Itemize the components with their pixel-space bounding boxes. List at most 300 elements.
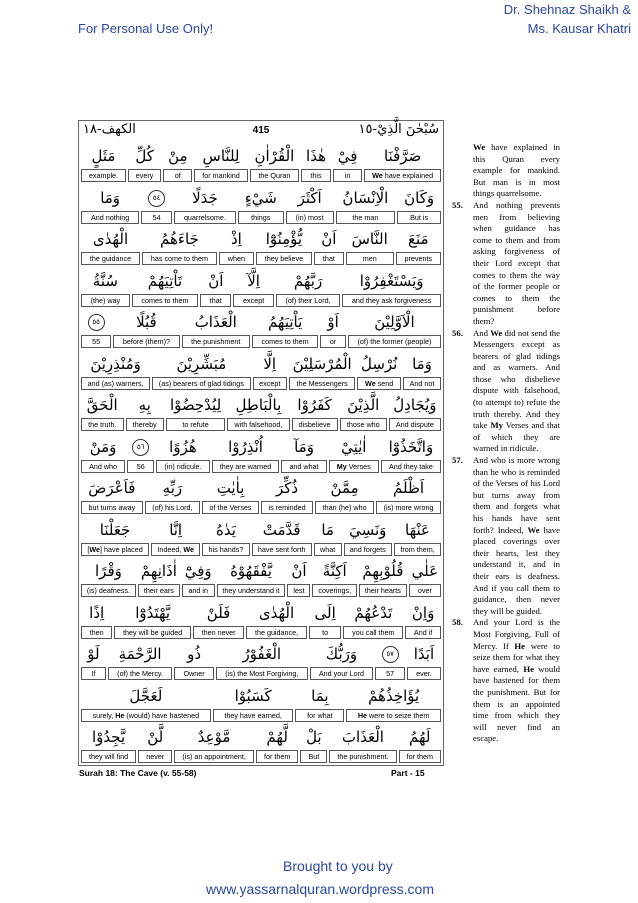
- word-cell: [194, 143, 247, 185]
- word-cell: [346, 683, 441, 725]
- word-cell: [359, 558, 407, 600]
- meaning-text: is reminded: [268, 503, 306, 512]
- word-cell: [314, 226, 344, 268]
- arabic-word: مُبَشِّرِيْنَ: [176, 354, 227, 373]
- word-cell: [113, 309, 179, 351]
- arabic-word: فَلَنْ: [206, 603, 231, 622]
- verse-number-marker: [81, 309, 111, 335]
- meaning-text: lest: [293, 586, 305, 595]
- word-cell: [142, 226, 217, 268]
- meaning-text: from them,: [400, 544, 435, 554]
- arabic-word: اَنْ: [321, 230, 337, 248]
- word-cell: [81, 185, 139, 227]
- credit-line: Brought to you by: [283, 858, 393, 874]
- emphasized-word: We: [372, 171, 383, 180]
- word-cell: [138, 724, 172, 766]
- verse-number-circle: ٥٤: [148, 190, 165, 207]
- english-meaning: [81, 169, 126, 182]
- english-meaning: [81, 626, 112, 639]
- english-meaning: [81, 709, 211, 722]
- arabic-word: اِلَّا: [263, 354, 277, 373]
- word-cell: [253, 351, 287, 393]
- english-meaning: [174, 667, 214, 680]
- english-meaning: [252, 543, 312, 556]
- meaning-text: the man: [352, 212, 379, 222]
- meaning-text: But is: [410, 212, 429, 222]
- meaning-text: (is) an appointment,: [182, 752, 246, 761]
- english-meaning: [396, 252, 441, 265]
- english-meaning: [344, 543, 393, 556]
- meaning-text: And your Lord: [318, 669, 365, 678]
- arabic-word: قُلُوْبِهِمْ: [362, 562, 404, 580]
- meaning-text: every: [135, 171, 154, 180]
- word-by-word-panel: [78, 120, 444, 766]
- page-header: [79, 121, 443, 143]
- word-cell: [127, 434, 154, 476]
- meaning-text: thereby: [132, 420, 157, 429]
- meaning-text: his hands?: [208, 544, 244, 554]
- word-cell: [217, 558, 286, 600]
- verse-word-row: [80, 143, 442, 185]
- arabic-word: بِهِ: [138, 396, 151, 414]
- english-meaning: [81, 667, 106, 680]
- meaning-text: except: [243, 295, 265, 305]
- meaning-text: those who: [346, 420, 380, 429]
- arabic-word: اِلَى: [314, 603, 336, 622]
- arabic-word: ذُكِّرَ: [276, 479, 299, 497]
- verse-number-label: [452, 142, 473, 200]
- meaning-text: and they ask forgiveness: [351, 295, 432, 305]
- word-cell: [145, 475, 200, 517]
- english-meaning: [289, 377, 355, 390]
- arabic-word: يَّفْقَهُوْهُ: [230, 562, 272, 580]
- meaning-text: send: [375, 378, 394, 388]
- meaning-text: they are warned: [219, 461, 272, 471]
- meaning-text: (in) ridicule.: [164, 461, 202, 471]
- word-cell: [166, 392, 225, 434]
- word-cell: [216, 641, 308, 683]
- emphasized-word: We: [365, 378, 376, 388]
- meaning-text: have explained: [382, 171, 434, 180]
- translation-text: [473, 617, 560, 745]
- english-meaning: [138, 750, 172, 763]
- meaning-text: And who: [89, 461, 118, 471]
- english-meaning: [156, 460, 209, 473]
- word-cell: [163, 143, 192, 185]
- arabic-word: يَّهْتَدُوْٓا: [135, 603, 171, 622]
- meaning-text: to: [322, 627, 329, 637]
- english-meaning: [246, 626, 307, 639]
- english-meaning: [309, 626, 342, 639]
- word-cell: [81, 641, 106, 683]
- verse-number-circle: ٥٦: [132, 439, 149, 456]
- verse-word-row: [80, 724, 442, 766]
- english-meaning: [216, 667, 308, 680]
- arabic-word: وَيَسْتَغْفِرُوْا: [359, 271, 424, 290]
- arabic-word: اِلَّآ: [247, 271, 260, 290]
- word-cell: [286, 185, 334, 227]
- arabic-word: جَدَلًا: [192, 188, 218, 207]
- translation-paragraph: [452, 455, 560, 617]
- english-meaning: [252, 335, 318, 348]
- arabic-word: مِنْ: [168, 147, 188, 165]
- word-cell: [344, 517, 393, 559]
- meaning-text: ] have placed: [99, 544, 143, 554]
- meaning-text: were to seize them: [367, 710, 430, 720]
- translation-paragraph: [452, 328, 560, 456]
- word-cell: [261, 475, 313, 517]
- english-meaning: [182, 584, 215, 597]
- english-meaning: [348, 335, 441, 348]
- word-cell: [81, 434, 125, 476]
- meaning-text: But: [308, 752, 320, 761]
- verse-word-row: [80, 351, 442, 393]
- arabic-word: قَدَّمَتْ: [262, 520, 301, 539]
- arabic-word: تَاْتِيَهُمْ: [147, 271, 183, 290]
- meaning-text: example.: [88, 171, 119, 180]
- meaning-text: the truth.: [88, 420, 117, 429]
- arabic-word: نُرْسِلُ: [360, 354, 398, 373]
- english-meaning: [194, 169, 247, 182]
- emphasized-word: He: [523, 663, 534, 674]
- emphasized-word: My: [490, 420, 503, 431]
- emphasized-word: He: [357, 710, 368, 720]
- meaning-text: [: [87, 544, 90, 554]
- word-cell: [182, 558, 215, 600]
- meaning-text: except: [259, 378, 281, 388]
- meaning-text: has come to them: [150, 254, 208, 263]
- english-meaning: [403, 377, 441, 390]
- arabic-word: الْمُرْسَلِيْنَ: [292, 354, 352, 373]
- english-meaning: [142, 252, 217, 265]
- word-cell: [389, 392, 441, 434]
- meaning-text: coverings,: [318, 586, 352, 595]
- english-meaning: [127, 460, 154, 473]
- english-meaning: [126, 418, 164, 431]
- arabic-word: مَا: [321, 520, 334, 539]
- meaning-text: quarrelsome.: [183, 212, 226, 222]
- meaning-text: 55: [92, 337, 101, 346]
- arabic-word: لَعَجَّلَ: [129, 686, 163, 705]
- english-meaning: [405, 626, 441, 639]
- word-cell: [81, 558, 136, 600]
- word-cell: [202, 517, 249, 559]
- arabic-word: اَوْ: [327, 313, 339, 331]
- english-meaning: [329, 460, 379, 473]
- english-meaning: [389, 418, 441, 431]
- arabic-word: عَلٰي: [411, 562, 439, 580]
- word-cell: [364, 143, 441, 185]
- english-meaning: [81, 750, 136, 763]
- meaning-text: (is) the Most Forgiving,: [225, 669, 299, 678]
- meaning-text: for them: [263, 752, 291, 761]
- english-meaning: [381, 460, 441, 473]
- word-cell: [394, 517, 441, 559]
- emphasized-word: We: [527, 524, 540, 535]
- meaning-text: that: [209, 295, 222, 305]
- verse-word-row: [80, 392, 442, 434]
- english-meaning: [281, 460, 326, 473]
- english-meaning: [343, 626, 403, 639]
- arabic-word: لَّهُمْ: [266, 728, 288, 746]
- word-cell: [320, 309, 346, 351]
- verse-number-circle: ٥٧: [382, 646, 399, 663]
- english-meaning: [261, 501, 313, 514]
- english-meaning: [182, 335, 250, 348]
- website-link[interactable]: www.yassarnalquran.wordpress.com: [206, 881, 434, 897]
- arabic-word: لِيُدْحِضُوْا: [169, 396, 222, 414]
- word-cell: [151, 517, 200, 559]
- word-cell: [295, 683, 344, 725]
- word-cell: [219, 226, 254, 268]
- english-meaning: [174, 750, 254, 763]
- arabic-word: اِذًا: [89, 603, 105, 622]
- arabic-word: اِذْ: [230, 230, 242, 248]
- meaning-text: they have earned,: [224, 710, 282, 720]
- english-meaning: [336, 211, 396, 224]
- meaning-text: they believe: [264, 254, 304, 263]
- arabic-word: لَوْ: [87, 645, 100, 663]
- meaning-text: they will find: [89, 752, 129, 761]
- arabic-word: تَدْعُهُمْ: [354, 603, 393, 622]
- english-meaning: [287, 584, 310, 597]
- arabic-word: وَقْرًا: [95, 562, 122, 580]
- emphasized-word: He: [514, 640, 526, 651]
- meaning-text: If: [91, 669, 96, 678]
- translation-text: [473, 455, 560, 617]
- meaning-text: and what: [289, 461, 319, 471]
- word-cell: [202, 475, 259, 517]
- meaning-text: and (as) warners,: [87, 378, 144, 388]
- verse-word-row: [80, 600, 442, 642]
- meaning-text: 54: [152, 212, 161, 222]
- english-meaning: [346, 709, 441, 722]
- meaning-text: ever.: [416, 669, 432, 678]
- arabic-word: وَاتَّخَذُوْٓا: [388, 437, 434, 456]
- arabic-word: لَّنْ: [147, 728, 164, 746]
- arabic-word: وَمَا: [100, 188, 121, 207]
- arabic-word: صَرَّفْنَا: [383, 147, 422, 165]
- arabic-word: اَكْثَرَ: [297, 188, 322, 207]
- emphasized-word: We: [89, 544, 100, 554]
- english-meaning: [151, 543, 200, 556]
- arabic-word: قُبُلًا: [136, 313, 157, 331]
- english-meaning: [81, 584, 136, 597]
- meaning-text: And if: [413, 627, 433, 637]
- meaning-text: surely,: [92, 710, 116, 720]
- word-cell: [174, 185, 236, 227]
- meaning-text: And dispute: [395, 420, 434, 429]
- english-meaning: [314, 543, 342, 556]
- juz-label-arabic: سُبْحٰنَ الَّذِيْ-١٥: [358, 122, 439, 137]
- meaning-text: (of) the former (people): [357, 337, 432, 346]
- word-cell: [132, 268, 198, 310]
- meaning-text: (of) the Mercy.: [117, 669, 163, 678]
- word-cell: [329, 434, 379, 476]
- arabic-word: الْاَوَّلِيْنَ: [374, 313, 415, 331]
- arabic-word: النَّاسَ: [351, 230, 388, 248]
- english-meaning: [81, 211, 139, 224]
- word-cell: [81, 226, 140, 268]
- meaning-text: their ears: [143, 586, 174, 595]
- word-cell: [108, 641, 172, 683]
- english-meaning: [166, 418, 225, 431]
- arabic-word: الْقُرْاٰنِ: [254, 147, 295, 165]
- arabic-word: يَاْتِيَهُمُ: [267, 313, 303, 331]
- meaning-text: of: [174, 171, 181, 180]
- english-meaning: [113, 335, 179, 348]
- arabic-word: يُؤَاخِذُهُمْ: [368, 686, 420, 705]
- english-meaning: [163, 169, 192, 182]
- english-meaning: [315, 501, 374, 514]
- english-meaning: [114, 626, 191, 639]
- word-cell: [336, 185, 396, 227]
- meaning-text: (is) deafness.: [86, 586, 131, 595]
- english-meaning: [212, 460, 280, 473]
- english-meaning: [202, 543, 249, 556]
- verse-word-row: [80, 475, 442, 517]
- english-meaning: [81, 460, 125, 473]
- arabic-word: اَنْ: [291, 562, 307, 580]
- meaning-text: the guidance: [89, 254, 132, 263]
- english-meaning: [81, 501, 143, 514]
- word-cell: [81, 309, 111, 351]
- word-cell: [246, 600, 307, 642]
- meaning-text: for what: [307, 710, 333, 720]
- word-cell: [114, 600, 191, 642]
- english-meaning: [217, 584, 286, 597]
- verse-number-circle: ٥٥: [88, 314, 105, 331]
- english-meaning: [213, 709, 294, 722]
- english-meaning: [128, 169, 161, 182]
- word-cell: [381, 434, 441, 476]
- english-meaning: [256, 252, 312, 265]
- arabic-word: بِاٰيٰتِ: [216, 479, 245, 497]
- english-meaning: [81, 252, 140, 265]
- english-meaning: [314, 252, 344, 265]
- word-cell: [333, 143, 362, 185]
- word-cell: [315, 475, 374, 517]
- english-meaning: [81, 335, 111, 348]
- arabic-word: سُنَّةُ: [92, 271, 118, 290]
- word-cell: [397, 185, 441, 227]
- arabic-word: فَاَعْرَضَ: [88, 479, 136, 497]
- word-cell: [81, 724, 136, 766]
- word-cell: [81, 392, 124, 434]
- arabic-word: بَلْ: [306, 728, 322, 746]
- english-meaning: [301, 169, 331, 182]
- meaning-text: for them: [406, 752, 433, 761]
- english-meaning: [376, 501, 441, 514]
- word-cell: [343, 600, 403, 642]
- word-cell: [152, 351, 250, 393]
- arabic-word: كَفَرُوْا: [297, 396, 332, 414]
- meaning-text: they will be guided: [123, 627, 183, 637]
- meaning-text: you call them: [352, 627, 395, 637]
- word-cell: [238, 185, 284, 227]
- english-meaning: [295, 709, 344, 722]
- english-meaning: [253, 377, 287, 390]
- translation-paragraph: [452, 200, 560, 328]
- english-meaning: [399, 750, 441, 763]
- word-cell: [81, 351, 150, 393]
- meaning-text: comes to them: [261, 337, 309, 346]
- translation-segment: And nothing prevents men from believing when guidance has come to them and from asking forgiveness of their Lord except that comes to them the way of the former people or comes to them the punishment before them?: [473, 199, 560, 326]
- english-meaning: [397, 211, 441, 224]
- meaning-text: And they take: [388, 461, 433, 471]
- meaning-text: their hearts: [364, 586, 401, 595]
- meaning-text: with falsehood,: [234, 420, 283, 429]
- word-cell: [276, 268, 340, 310]
- english-meaning: [329, 750, 396, 763]
- arabic-word: الْاِنْسَانُ: [342, 188, 389, 207]
- word-cell: [81, 600, 112, 642]
- meaning-text: and in: [188, 586, 208, 595]
- word-cell: [227, 392, 289, 434]
- arabic-word: فِيْ: [337, 147, 358, 165]
- english-meaning: [233, 294, 273, 307]
- english-meaning: [238, 211, 284, 224]
- arabic-word: وَفِيْٓ: [184, 562, 212, 580]
- meaning-text: that: [322, 254, 335, 263]
- verse-number-marker: [375, 641, 405, 667]
- arabic-word: اَظْلَمُ: [393, 479, 425, 497]
- arabic-word: الرَّحْمَةِ: [118, 645, 162, 663]
- meaning-text: when: [227, 254, 245, 263]
- english-meaning: [276, 294, 340, 307]
- meaning-text: (in) most: [295, 212, 324, 222]
- meaning-text: (of) their Lord,: [285, 295, 331, 305]
- verse-number-marker: [127, 434, 154, 460]
- arabic-word: هٰذَا: [306, 147, 326, 165]
- meaning-text: or: [329, 337, 337, 346]
- part-reference: Part - 15: [391, 768, 425, 778]
- arabic-word: اٰيٰتِيْ: [341, 437, 367, 456]
- page-number: 415: [252, 125, 270, 136]
- verse-word-row: [80, 558, 442, 600]
- english-meaning: [132, 294, 198, 307]
- meaning-text: the guidance,: [254, 627, 299, 637]
- word-cell: [357, 351, 401, 393]
- english-meaning: [312, 584, 357, 597]
- arabic-word: رَبَّهُمْ: [293, 271, 323, 290]
- translation-segment: have placed coverings over their hearts, lest they understand it, and in their ears is deafness. And if you call them to guidance, then never they will be guided.: [473, 524, 560, 616]
- surah-reference: Surah 18: The Cave (v. 55-58): [79, 768, 197, 778]
- meaning-text: this: [310, 171, 322, 180]
- meaning-text: (as) bearers of glad tidings: [158, 378, 244, 388]
- author-line-2: Ms. Kausar Khatri: [527, 21, 631, 36]
- arabic-word: بِمَا: [311, 686, 329, 705]
- word-cell: [289, 351, 355, 393]
- emphasized-word: We: [183, 544, 194, 554]
- word-cell: [314, 517, 342, 559]
- arabic-word: مَّوْعِدٌ: [197, 728, 231, 746]
- english-meaning: [286, 211, 334, 224]
- verse-word-row: [80, 309, 442, 351]
- surah-label-arabic: الكهف-١٨: [83, 122, 136, 137]
- meaning-text: prevents: [404, 254, 433, 263]
- word-cell: [409, 558, 441, 600]
- meaning-text: but turns away: [88, 503, 136, 512]
- english-meaning: [375, 667, 405, 680]
- meaning-text: then: [89, 627, 104, 637]
- meaning-text: before (them)?: [122, 337, 170, 346]
- word-cell: [340, 392, 387, 434]
- arabic-word: مِمَّنْ: [330, 479, 359, 497]
- word-cell: [141, 185, 172, 227]
- english-meaning: [256, 750, 298, 763]
- meaning-text: Indeed,: [157, 544, 184, 554]
